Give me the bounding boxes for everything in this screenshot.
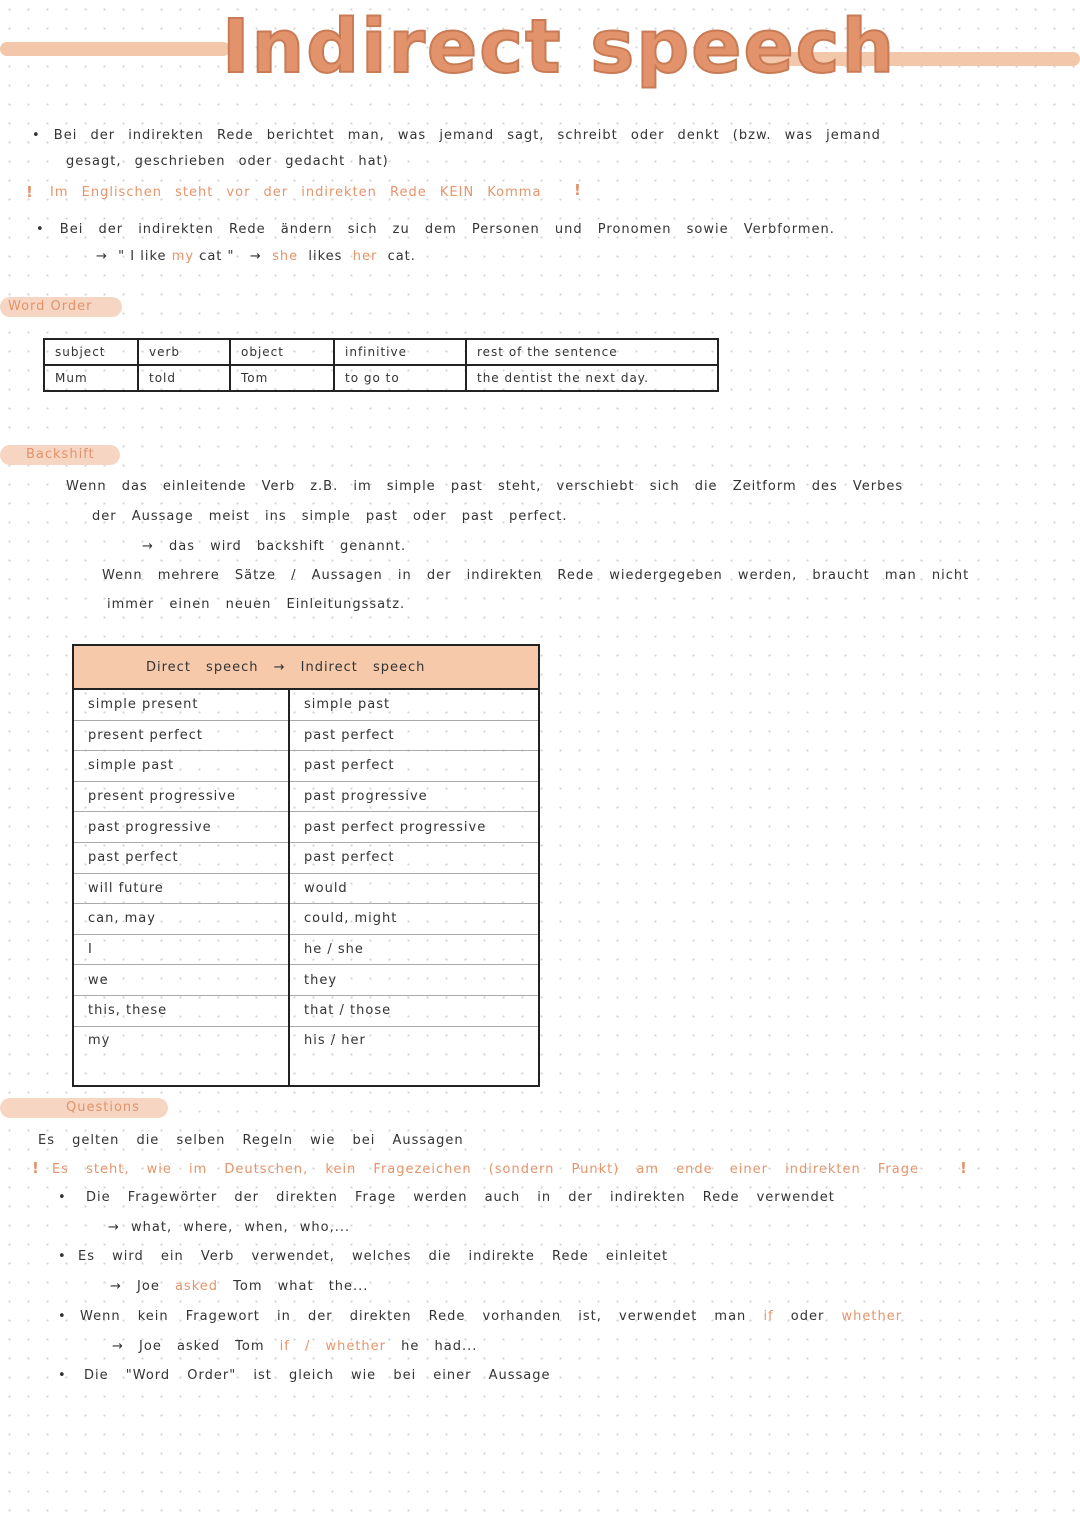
section-heading-word-order: Word Order [0,297,122,317]
section-heading-backshift: Backshift [0,445,120,465]
example-asked: asked [174,1279,219,1294]
bullet-3-text: Wenn kein Fragewort in der direkten Rede vorhanden ist, verwendet man [80,1309,747,1324]
direct-speech-cell: I [73,934,289,965]
example-text: Tom what the... [233,1279,369,1294]
questions-note: Es steht, wie im Deutschen, kein Fragezeichen (sondern Punkt) am ende einer indirekten Frage [52,1162,919,1177]
direct-speech-cell: simple present [73,689,289,720]
table-row [73,873,539,904]
questions-bullet-2: Es wird ein Verb verwendet, welches die indirekte Rede einleitet [78,1249,669,1264]
example-cat: cat. [387,249,416,264]
table-row [73,904,539,935]
table-row [73,965,539,996]
indirect-speech-cell: he / she [289,934,539,965]
direct-speech-cell: present perfect [73,720,289,751]
bullet-3-whether: whether [841,1309,903,1324]
word-order-header: verb [138,339,230,365]
questions-bullet-3-example [112,1339,477,1354]
table-row [73,720,539,751]
word-order-cell: the dentist the next day. [466,365,718,391]
example-text: → Joe asked Tom [112,1339,265,1354]
table-row [73,995,539,1026]
indirect-speech-cell: they [289,965,539,996]
example-text: → Joe [110,1279,160,1294]
questions-bullet-1: Die Fragewörter der direkten Frage werden auch in der indirekten Rede verwendet [86,1190,835,1205]
indirect-speech-cell: that / those [289,995,539,1026]
bullet-3-if: if [763,1309,774,1324]
backshift-table [72,644,540,1087]
direct-speech-cell: can, may [73,904,289,935]
indirect-speech-cell: simple past [289,689,539,720]
example-text: he had... [401,1339,478,1354]
bullet-3-oder: oder [790,1309,825,1324]
questions-bullet-dot: • [58,1190,67,1205]
arrow-icon: → [249,249,262,264]
backshift-line-4: Wenn mehrere Sätze / Aussagen in der indirekten Rede wiedergegeben werden, braucht man nicht [102,568,970,583]
direct-speech-cell: my [73,1026,289,1086]
backshift-line-5: immer einen neuen Einleitungssatz. [107,597,406,612]
word-order-header: object [230,339,334,365]
table-row [73,812,539,843]
intro-note: Im Englischen steht vor der indirekten Rede KEIN Komma [50,185,542,200]
intro-line-1: • Bei der indirekten Rede berichtet man, was jemand sagt, schreibt oder denkt (bzw. was jemand [32,128,881,143]
intro-example [96,249,416,264]
backshift-line-3: → das wird backshift genannt. [142,539,407,554]
direct-speech-cell: will future [73,873,289,904]
direct-speech-cell: present progressive [73,781,289,812]
table-row [73,751,539,782]
table-row [73,842,539,873]
indirect-speech-cell: past progressive [289,781,539,812]
indirect-speech-cell: his / her [304,1032,366,1048]
questions-bullet-2-example [110,1279,368,1294]
direct-speech-cell: past progressive [73,812,289,843]
table-row [73,689,539,720]
table-row [44,339,718,365]
questions-bullet-3 [80,1309,902,1324]
direct-speech-cell: this, these [73,995,289,1026]
direct-speech-cell: past perfect [73,842,289,873]
example-her: her [352,249,378,264]
word-order-header: infinitive [334,339,466,365]
word-order-header: subject [44,339,138,365]
example-if-whether: if / whether [279,1339,387,1354]
example-direct-post: cat " [199,249,235,264]
example-direct-my: my [171,249,195,264]
page-title: Indirect speech [222,4,897,90]
questions-bullet-4: Die "Word Order" ist gleich wie bei einer Aussage [84,1368,551,1383]
indirect-speech-cell: could, might [289,904,539,935]
example-direct-pre: " I like [118,249,167,264]
exclamation-icon: ! [26,183,33,201]
table-header-row [73,645,539,689]
word-order-cell: Tom [230,365,334,391]
exclamation-icon: ! [32,1159,39,1177]
questions-bullet-dot: • [58,1249,67,1264]
indirect-speech-cell: past perfect progressive [289,812,539,843]
questions-line-1: Es gelten die selben Regeln wie bei Aussagen [38,1133,464,1148]
indirect-speech-cell: past perfect [289,842,539,873]
exclamation-icon: ! [574,181,581,199]
arrow-icon: → [96,249,108,264]
backshift-line-2: der Aussage meist ins simple past oder past perfect. [92,509,568,524]
table-row [73,934,539,965]
backshift-line-1: Wenn das einleitende Verb z.B. im simple past steht, verschiebt sich die Zeitform des Verbes [66,479,904,494]
indirect-speech-cell: past perfect [289,751,539,782]
table-row [44,365,718,391]
indirect-speech-cell: would [289,873,539,904]
table-row [73,781,539,812]
exclamation-icon: ! [960,1159,967,1177]
intro-line-3: • Bei der indirekten Rede ändern sich zu dem Personen und Pronomen sowie Verbformen. [36,222,835,237]
direct-speech-cell: we [73,965,289,996]
direct-speech-cell: simple past [73,751,289,782]
word-order-cell: told [138,365,230,391]
backshift-table-header: Direct speech → Indirect speech [73,645,539,689]
word-order-header: rest of the sentence [466,339,718,365]
table-row [73,1026,539,1086]
questions-bullet-dot: • [58,1368,67,1383]
intro-line-2: gesagt, geschrieben oder gedacht hat) [66,154,389,169]
word-order-cell: Mum [44,365,138,391]
indirect-speech-cell: past perfect [289,720,539,751]
example-she: she [272,249,299,264]
title-bar-left [0,42,230,56]
section-heading-questions: Questions [0,1098,168,1118]
word-order-cell: to go to [334,365,466,391]
questions-bullet-1-example: → what, where, when, who,... [108,1220,351,1235]
word-order-table [43,338,719,392]
questions-bullet-dot: • [58,1309,67,1324]
example-likes: likes [308,249,343,264]
